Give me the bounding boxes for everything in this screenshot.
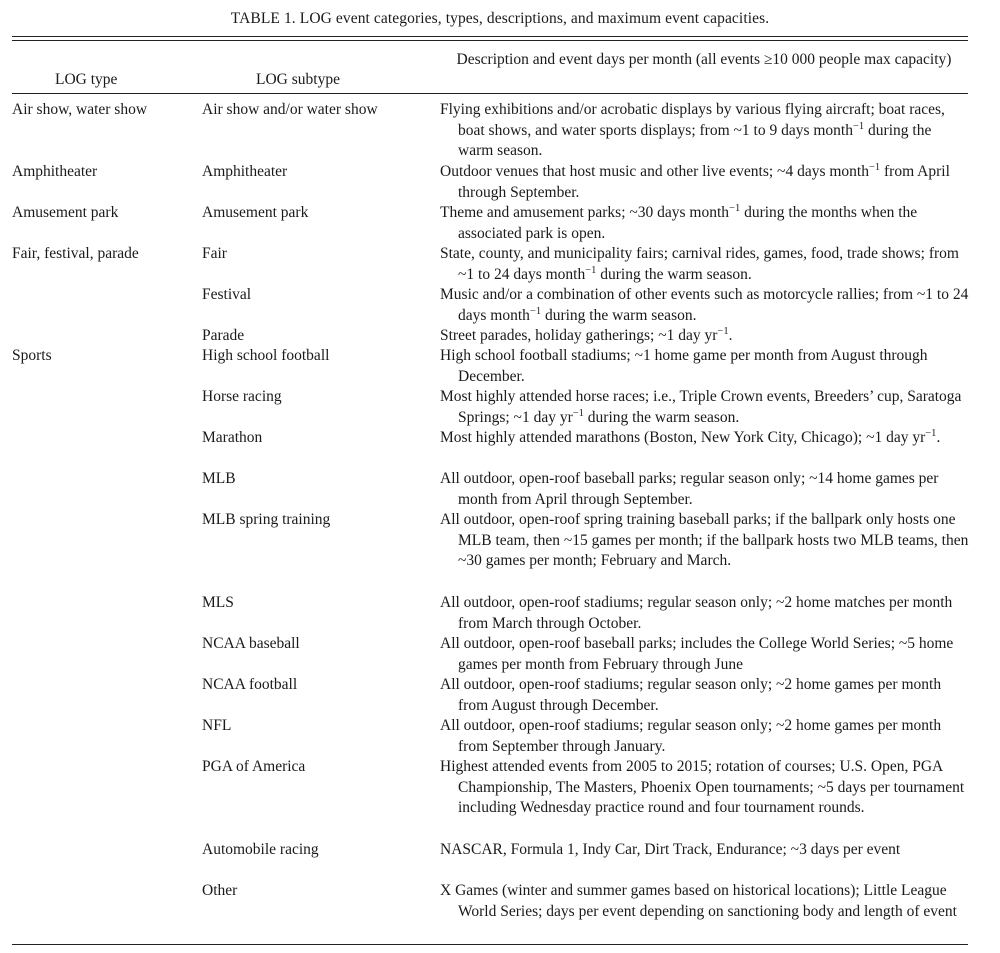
cell-description — [440, 203, 970, 244]
description-text: All outdoor, open-roof stadiums; regular season only; ~2 home matches per month from March through October. — [440, 594, 953, 632]
cell-log-subtype: NCAA baseball — [202, 635, 300, 652]
cell-log-subtype: PGA of America — [202, 758, 306, 775]
cell-description — [440, 881, 970, 922]
cell-description — [440, 593, 970, 634]
header-rule — [12, 93, 968, 94]
description-text-tail: during the warm season. — [596, 265, 752, 283]
description-text: Highest attended events from 2005 to 2015; rotation of courses; U.S. Open, PGA Championship, The Masters, Phoenix Open tournaments; ~5 days per tournament including Wednesday practice round and four tournament rounds. — [440, 758, 965, 816]
description-text: All outdoor, open-roof baseball parks; includes the College World Series; ~5 home games per month from February through June — [440, 635, 954, 673]
description-text: All outdoor, open-roof spring training baseball parks; if the ballpark only hosts one MLB team, then ~15 games per month; if the ballpark hosts two MLB teams, then ~30 games per month; February and March. — [440, 511, 969, 569]
superscript-exponent: −1 — [585, 264, 597, 276]
cell-log-subtype: High school football — [202, 347, 330, 364]
description-text: All outdoor, open-roof stadiums; regular season only; ~2 home games per month from August through December. — [440, 676, 942, 714]
superscript-exponent: −1 — [529, 305, 542, 317]
description-text-tail: during the warm season. — [583, 408, 740, 426]
cell-log-type: Sports — [12, 347, 52, 364]
description-text: Theme and amusement parks; ~30 days month — [440, 204, 730, 221]
header-description: Description and event days per month (all events ≥10 000 people max capacity) — [456, 51, 952, 68]
cell-log-type: Air show, water show — [12, 101, 148, 118]
description-text: Flying exhibitions and/or acrobatic displays by various flying aircraft; boat races, boat shows, and water sports displays; from ~1 to 9 days month — [440, 101, 945, 139]
cell-description — [440, 675, 970, 716]
description-text: Most highly attended marathons (Boston, New York City, Chicago); ~1 day yr — [440, 429, 926, 446]
top-rule — [12, 36, 968, 37]
cell-log-type: Amusement park — [12, 204, 119, 221]
bottom-rule — [12, 944, 968, 945]
cell-description — [440, 100, 970, 162]
description-text: Music and/or a combination of other events such as motorcycle rallies; from ~1 to 24 days month — [440, 286, 969, 324]
description-text: Most highly attended horse races; i.e., Triple Crown events, Breeders’ cup, Saratoga Springs; ~1 day yr — [440, 388, 962, 426]
cell-log-subtype: Fair — [202, 245, 227, 262]
cell-description — [440, 346, 970, 387]
cell-log-subtype: Amphitheater — [202, 163, 288, 180]
description-text: Street parades, holiday gatherings; ~1 day yr — [440, 327, 718, 344]
cell-log-subtype: Air show and/or water show — [202, 101, 378, 118]
cell-description — [440, 469, 970, 510]
description-text-tail: . — [728, 327, 733, 344]
cell-log-type: Amphitheater — [12, 163, 98, 180]
description-text-tail: during the months when the associated park is open. — [458, 204, 918, 242]
cell-log-subtype: Festival — [202, 286, 252, 303]
cell-description — [440, 244, 970, 285]
description-text-tail: during the warm season. — [458, 121, 932, 159]
header-log-subtype: LOG subtype — [256, 71, 340, 88]
description-text: X Games (winter and summer games based on historical locations); Little League World Series; days per event depending on sanctioning body and length of event — [440, 882, 957, 920]
description-text: NASCAR, Formula 1, Indy Car, Dirt Track, Endurance; ~3 days per event — [440, 841, 901, 858]
cell-log-type: Fair, festival, parade — [12, 245, 139, 262]
cell-log-subtype: MLB spring training — [202, 511, 331, 528]
cell-description — [440, 326, 970, 347]
cell-description — [440, 162, 970, 203]
cell-description — [440, 428, 970, 449]
cell-description — [440, 634, 970, 675]
table-caption: TABLE 1. LOG event categories, types, descriptions, and maximum event capacities. — [230, 10, 770, 27]
cell-description — [440, 387, 970, 428]
cell-log-subtype: Automobile racing — [202, 841, 319, 858]
cell-log-subtype: MLS — [202, 594, 234, 611]
description-text: State, county, and municipality fairs; carnival rides, games, food, trade shows; from ~1 to 24 days month — [440, 245, 959, 283]
superscript-exponent: −1 — [868, 161, 881, 173]
cell-log-subtype: Marathon — [202, 429, 263, 446]
cell-description — [440, 840, 970, 861]
cell-log-subtype: MLB — [202, 470, 236, 487]
description-text: All outdoor, open-roof stadiums; regular season only; ~2 home games per month from September through January. — [440, 717, 942, 755]
cell-log-subtype: Parade — [202, 327, 245, 344]
superscript-exponent: −1 — [925, 427, 937, 439]
cell-description — [440, 757, 970, 819]
header-log-type: LOG type — [55, 71, 118, 88]
cell-description — [440, 716, 970, 757]
cell-description — [440, 510, 970, 572]
description-text: Outdoor venues that host music and other live events; ~4 days month — [440, 163, 869, 180]
superscript-exponent: −1 — [572, 407, 584, 419]
description-text: All outdoor, open-roof baseball parks; regular season only; ~14 home games per month from April through September. — [440, 470, 939, 508]
cell-log-subtype: NCAA football — [202, 676, 298, 693]
superscript-exponent: −1 — [717, 325, 729, 337]
cell-description — [440, 285, 970, 326]
cell-log-subtype: Amusement park — [202, 204, 309, 221]
cell-log-subtype: NFL — [202, 717, 232, 734]
superscript-exponent: −1 — [853, 120, 865, 132]
description-text-tail: during the warm season. — [541, 306, 697, 324]
top-rule-double — [12, 40, 968, 41]
description-text: High school football stadiums; ~1 home game per month from August through December. — [440, 347, 928, 385]
cell-log-subtype: Horse racing — [202, 388, 282, 405]
superscript-exponent: −1 — [729, 202, 741, 214]
description-text-tail: from April through September. — [458, 163, 950, 201]
description-text-tail: . — [936, 429, 941, 446]
cell-log-subtype: Other — [202, 882, 238, 899]
